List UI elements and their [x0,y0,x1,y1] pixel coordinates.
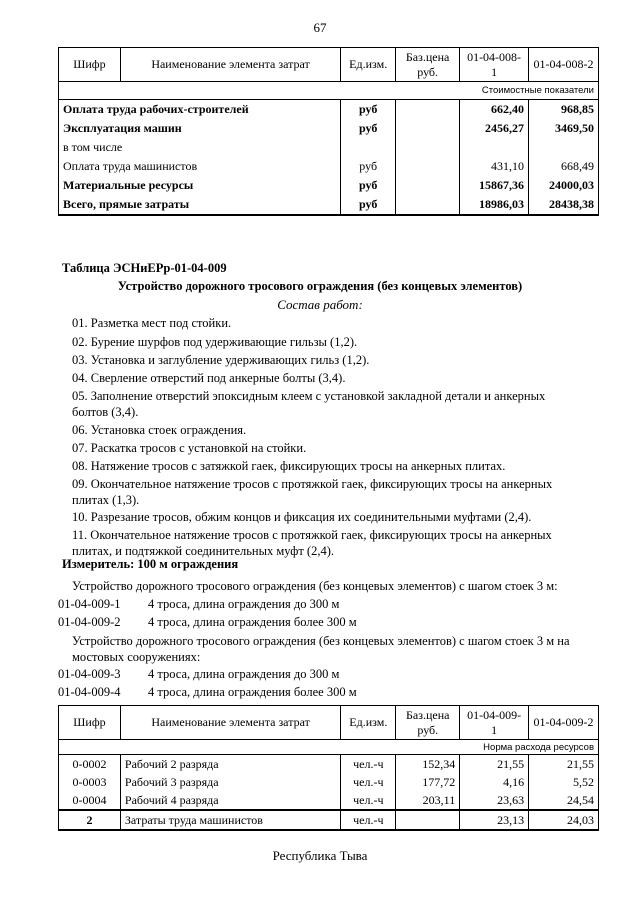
table-row [59,755,599,774]
work-step: 07. Раскатка тросов с установкой на стойки. [72,441,307,455]
row-unit: руб [341,157,396,176]
row-unit: чел.-ч [341,791,396,810]
row-value-1: 23,13 [460,810,529,830]
col-name: Наименование элемента затрат [120,48,340,82]
row-value-1: 18986,03 [460,195,529,215]
row-value-2: 968,85 [529,100,599,120]
work-step: 06. Установка стоек ограждения. [72,423,247,437]
table-row [59,176,599,195]
row-code: 0-0002 [59,755,121,774]
table-row [59,773,599,791]
work-step: 04. Сверление отверстий под анкерные болты (3,4). [72,371,346,385]
table-row [59,138,599,157]
row-price [396,157,460,176]
col-norm-2: 01-04-008-2 [529,48,599,82]
row-value-1: 15867,36 [460,176,529,195]
row-price: 177,72 [396,773,460,791]
work-step: 02. Бурение шурфов под удерживающие гильзы (1,2). [72,335,358,349]
measure-unit: Измеритель: 100 м ограждения [62,557,239,571]
row-name: Оплата труда рабочих-строителей [59,100,341,120]
work-step: 11. Окончательное натяжение тросов с протяжкой гаек, фиксирующих тросы на анкерных плитах, и подтяжкой соединительных муфт (2,4). [72,528,552,558]
item-text: 4 троса, длина ограждения до 300 м [148,667,340,681]
row-price [396,176,460,195]
subheader-row [59,82,599,100]
col-base-price: Баз.цена руб. [396,48,460,82]
row-value-1: 431,10 [460,157,529,176]
item-text: 4 троса, длина ограждения более 300 м [148,615,357,629]
table-header-row [59,706,599,740]
row-value-2: 24,54 [529,791,599,810]
col-name: Наименование элемента затрат [120,706,340,740]
row-code: 2 [59,810,121,830]
col-norm-1: 01-04-008-1 [460,48,529,82]
table-header-row [59,48,599,82]
table-code: Таблица ЭСНиЕРр-01-04-009 [62,261,227,275]
row-unit: руб [341,176,396,195]
page-footer: Республика Тыва [272,848,368,863]
row-value-1: 2456,27 [460,119,529,138]
row-price [396,138,460,157]
item-line [58,615,357,630]
group-heading: Устройство дорожного тросового ограждения (без концевых элементов) с шагом стоек 3 м на мостовых сооружениях: [72,634,570,664]
resource-table-009 [58,705,599,831]
table-row [59,810,599,830]
row-unit: чел.-ч [341,755,396,774]
row-price [396,119,460,138]
row-name: Оплата труда машинистов [59,157,341,176]
item-line [58,597,339,612]
row-value-1: 21,55 [460,755,529,774]
row-name: в том числе [59,138,341,157]
row-price: 152,34 [396,755,460,774]
table-row [59,100,599,120]
row-value-2: 668,49 [529,157,599,176]
row-name: Рабочий 2 разряда [120,755,340,774]
item-code: 01-04-009-4 [58,685,121,699]
col-unit: Ед.изм. [341,706,396,740]
row-unit: чел.-ч [341,773,396,791]
row-value-2 [529,138,599,157]
row-value-1 [460,138,529,157]
item-code: 01-04-009-2 [58,615,121,629]
row-value-1: 4,16 [460,773,529,791]
col-norm-2: 01-04-009-2 [529,706,599,740]
row-name: Рабочий 4 разряда [120,791,340,810]
work-step: 09. Окончательное натяжение тросов с протяжкой гаек, фиксирующих тросы на анкерных плитах (1,3). [72,477,553,507]
row-code: 0-0003 [59,773,121,791]
table-row [59,119,599,138]
row-name: Всего, прямые затраты [59,195,341,215]
row-unit: руб [341,195,396,215]
item-code: 01-04-009-3 [58,667,121,681]
row-price [396,100,460,120]
table-row [59,157,599,176]
subheader-row [59,740,599,755]
page-number: 67 [313,20,327,35]
row-name: Рабочий 3 разряда [120,773,340,791]
col-code: Шифр [59,48,121,82]
work-step: 05. Заполнение отверстий эпоксидным клеем с установкой закладной детали и анкерных болтов (3,4). [72,389,546,419]
row-unit: чел.-ч [341,810,396,830]
subheader: Норма расхода ресурсов [59,740,599,755]
row-price [396,810,460,830]
table-row [59,195,599,215]
col-unit: Ед.изм. [341,48,396,82]
row-unit: руб [341,119,396,138]
work-step: 10. Разрезание тросов, обжим концов и фиксация их соединительными муфтами (2,4). [72,510,532,524]
cost-table-008 [58,47,599,216]
col-base-price: Баз.цена руб. [396,706,460,740]
work-step: 03. Установка и заглубление удерживающих гильз (1,2). [72,353,370,367]
row-value-2: 3469,50 [529,119,599,138]
row-value-2: 24000,03 [529,176,599,195]
row-value-2: 5,52 [529,773,599,791]
table-title: Устройство дорожного тросового ограждения (без концевых элементов) [117,279,523,293]
table-row [59,791,599,810]
row-name: Затраты труда машинистов [120,810,340,830]
row-code: 0-0004 [59,791,121,810]
col-code: Шифр [59,706,121,740]
row-unit: руб [341,100,396,120]
row-value-2: 21,55 [529,755,599,774]
row-value-1: 23,63 [460,791,529,810]
row-name: Материальные ресурсы [59,176,341,195]
group-heading: Устройство дорожного тросового ограждения (без концевых элементов) с шагом стоек 3 м: [72,579,558,593]
row-unit [341,138,396,157]
item-line [58,685,357,700]
row-value-2: 28438,38 [529,195,599,215]
work-step: 08. Натяжение тросов с затяжкой гаек, фиксирующих тросы на анкерных плитах. [72,459,506,473]
row-value-1: 662,40 [460,100,529,120]
col-norm-1: 01-04-009-1 [460,706,529,740]
item-text: 4 троса, длина ограждения до 300 м [148,597,340,611]
row-value-2: 24,03 [529,810,599,830]
item-code: 01-04-009-1 [58,597,121,611]
row-price [396,195,460,215]
subheader: Стоимостные показатели [59,82,599,100]
work-composition-heading: Состав работ: [277,297,363,312]
item-line [58,667,339,682]
item-text: 4 троса, длина ограждения более 300 м [148,685,357,699]
work-step: 01. Разметка мест под стойки. [72,316,232,330]
row-price: 203,11 [396,791,460,810]
row-name: Эксплуатация машин [59,119,341,138]
